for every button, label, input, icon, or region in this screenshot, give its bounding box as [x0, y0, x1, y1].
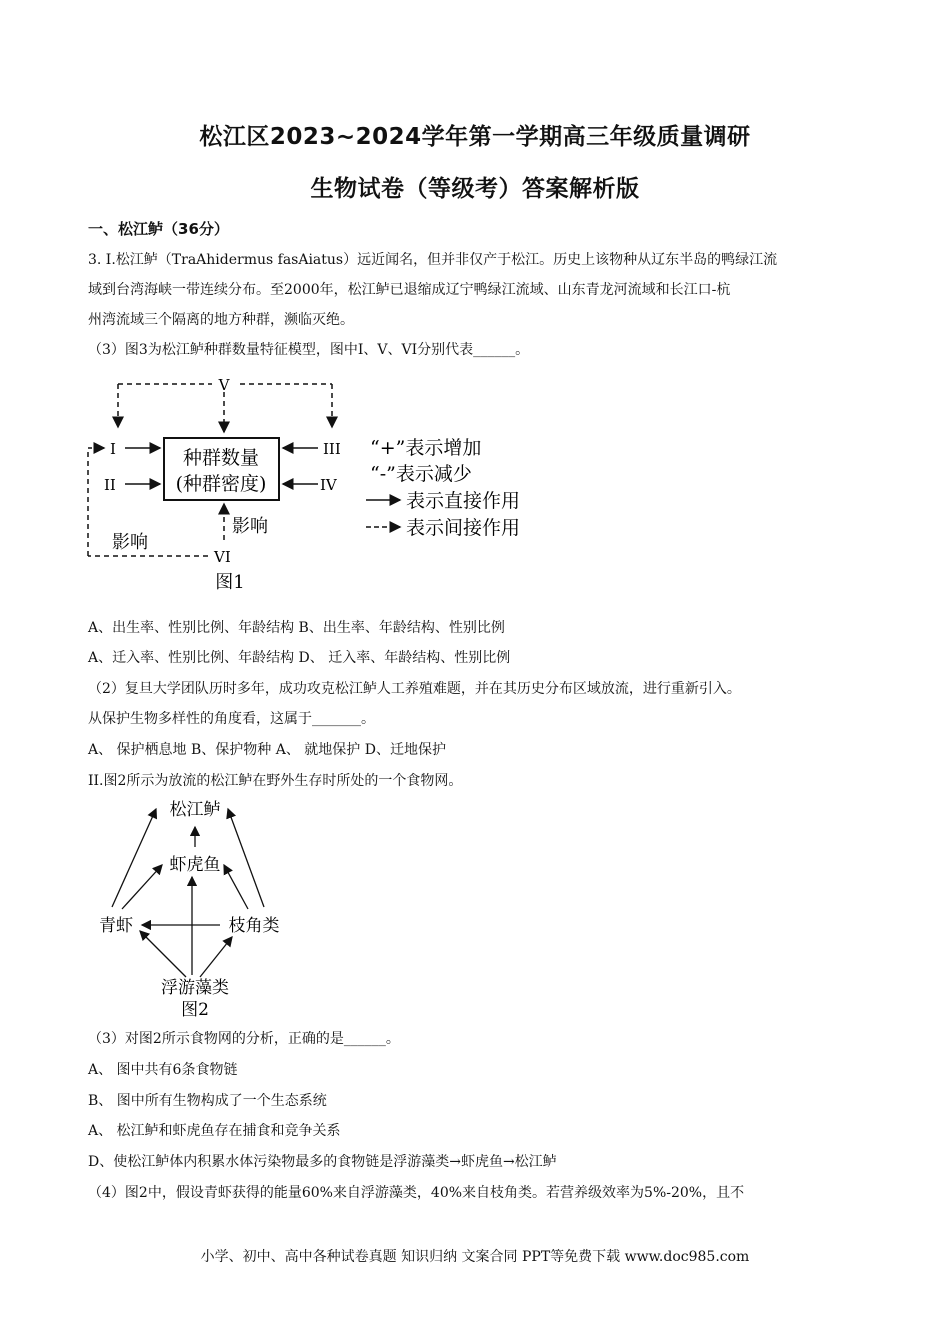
label-influence-left: 影响	[112, 532, 148, 553]
box-line-1: 种群数量	[182, 447, 260, 469]
q3b-option-a: A、 图中共有6条食物链	[88, 1062, 238, 1078]
legend-dashed-text: 表示间接作用	[406, 517, 521, 539]
q2-stem-line-2: 从保护生物多样性的角度看，这属于_______。	[88, 711, 375, 727]
legend-solid-text: 表示直接作用	[406, 490, 521, 512]
figure-1-population-model	[80, 372, 550, 600]
q3b-option-c: A、 松江鲈和虾虎鱼存在捕食和竞争关系	[88, 1123, 341, 1139]
intro-line-2: 域到台湾海峡一带连续分布。至2000年，松江鲈已退缩成辽宁鸭绿江流域、山东青龙河流域和长江口-杭	[88, 282, 731, 298]
title-line-1: 松江区2023~2024学年第一学期高三年级质量调研	[199, 124, 751, 150]
label-vi: VI	[214, 548, 231, 566]
label-ii: II	[104, 476, 116, 494]
intro-line-3: 州湾流域三个隔离的地方种群，濒临灭绝。	[88, 312, 354, 328]
q4-stem: （4）图2中，假设青虾获得的能量60%来自浮游藻类，40%来自枝角类。若营养级效率为5%-20%，且不	[88, 1185, 745, 1201]
legend-plus: “+”表示增加	[370, 437, 482, 459]
node-green-shrimp: 青虾	[99, 916, 133, 936]
title-line-2: 生物试卷（等级考）答案解析版	[310, 176, 640, 202]
part-2-stem: II.图2所示为放流的松江鲈在野外生存时所处的一个食物网。	[88, 773, 463, 789]
node-cladocera: 枝角类	[228, 916, 280, 936]
page-footer: 小学、初中、高中各种试卷真题 知识归纳 文案合同 PPT等免费下载 www.doc985.com	[200, 1249, 750, 1265]
q3b-option-b: B、 图中所有生物构成了一个生态系统	[88, 1093, 327, 1109]
label-influence-right: 影响	[232, 516, 268, 537]
q3-options-line-2: A、迁入率、性别比例、年龄结构 D、 迁入率、年龄结构、性别比例	[88, 650, 511, 666]
question-3-stem: （3）图3为松江鲈种群数量特征模型，图中I、V、VI分别代表______。	[88, 342, 530, 358]
arrow-algae-to-cladocera	[200, 937, 232, 977]
node-goby: 虾虎鱼	[169, 855, 221, 875]
arrow-cladocera-to-perch	[228, 809, 264, 907]
legend-minus: “-”表示减少	[370, 463, 472, 485]
label-iii: III	[323, 440, 341, 458]
intro-line-1: 3. I.松江鲈（TraAhidermus fasAiatus）远近闻名，但并非仅产于松江。历史上该物种从辽东半岛的鸭绿江流	[88, 252, 778, 268]
section-heading: 一、松江鲈（36分）	[88, 220, 229, 238]
label-v: V	[218, 376, 230, 394]
label-i: I	[110, 440, 116, 458]
arrow-cladocera-to-goby	[224, 865, 248, 909]
node-plankton-algae: 浮游藻类	[161, 978, 229, 998]
node-songjiang-perch: 松江鲈	[169, 800, 221, 820]
q3-options-line-1: A、出生率、性别比例、年龄结构 B、出生率、年龄结构、性别比例	[88, 620, 505, 636]
arrow-shrimp-to-perch	[112, 809, 156, 907]
figure-2-food-web	[88, 795, 298, 1023]
q3b-stem: （3）对图2所示食物网的分析，正确的是______。	[88, 1031, 400, 1047]
figure-1-caption: 图1	[215, 572, 245, 593]
q3b-option-d: D、使松江鲈体内积累水体污染物最多的食物链是浮游藻类→虾虎鱼→松江鲈	[88, 1154, 557, 1170]
q2-stem-line-1: （2）复旦大学团队历时多年，成功攻克松江鲈人工养殖难题，并在其历史分布区域放流，进行重新引入。	[88, 681, 741, 697]
figure-2-caption: 图2	[181, 1000, 209, 1020]
box-line-2: (种群密度)	[175, 473, 267, 495]
label-iv: IV	[320, 476, 337, 494]
q2-options: A、 保护栖息地 B、保护物种 A、 就地保护 D、迁地保护	[88, 742, 446, 758]
arrow-algae-to-shrimp	[140, 931, 186, 977]
